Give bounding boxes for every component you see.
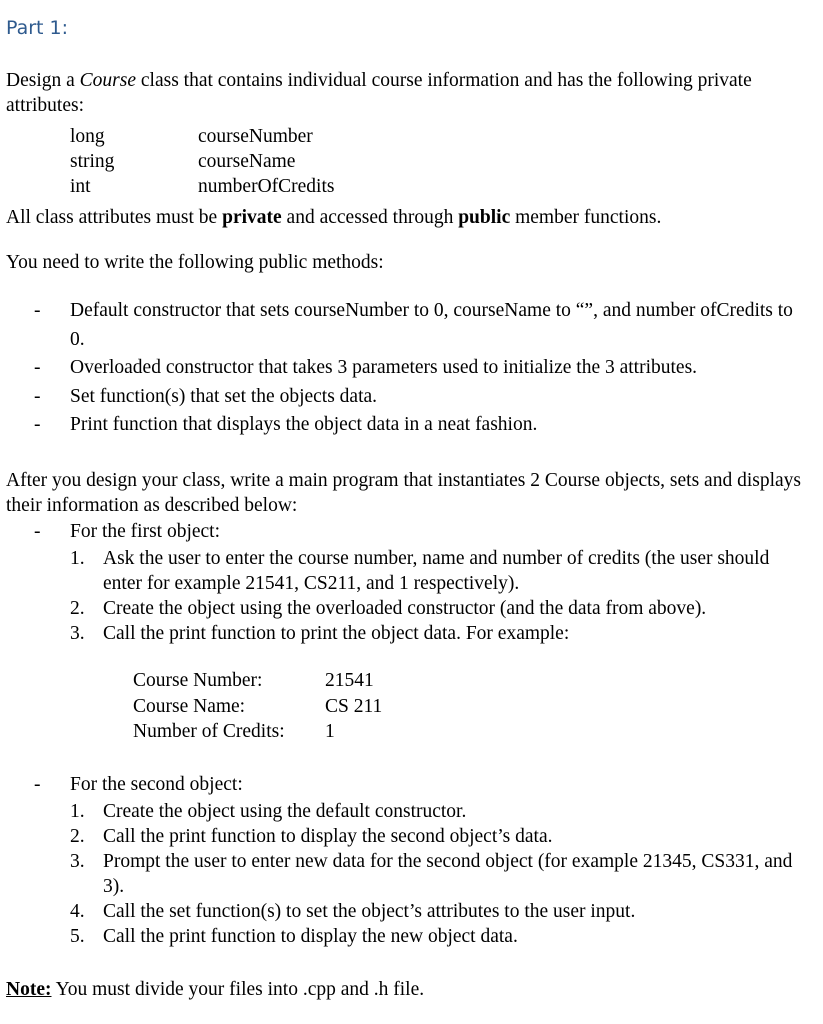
step-number: 1. <box>70 548 85 569</box>
step-item <box>70 849 816 899</box>
methods-intro: You need to write the following public methods: <box>6 252 384 273</box>
method-item <box>6 383 816 412</box>
step-text: Call the print function to display the second object’s data. <box>103 826 553 847</box>
example-output <box>133 668 816 745</box>
method-text: Default constructor that sets courseNumber to 0, courseName to “”, and number ofCredits to 0. <box>70 300 793 350</box>
attribute-type: int <box>70 176 91 197</box>
second-object-section <box>6 771 816 950</box>
bullet-dash: - <box>34 773 41 795</box>
bullet-dash: - <box>34 300 41 321</box>
step-item <box>70 799 816 824</box>
access-text: member functions. <box>510 207 662 228</box>
access-public-keyword: public <box>458 207 511 228</box>
attribute-name: courseName <box>198 151 296 172</box>
step-number: 2. <box>70 826 85 847</box>
step-item <box>70 924 816 949</box>
intro-text-after: class that contains individual course information and has the following private attributes: <box>6 70 752 116</box>
access-text: and accessed through <box>281 207 459 228</box>
intro-text-before: Design a <box>6 70 80 91</box>
access-paragraph <box>6 205 816 230</box>
step-item <box>70 621 816 646</box>
first-object-section <box>6 518 816 745</box>
step-text: Create the object using the overloaded constructor (and the data from above). <box>103 598 707 619</box>
step-text: Create the object using the default constructor. <box>103 801 467 822</box>
attribute-row <box>70 174 816 199</box>
method-text: Set function(s) that set the objects data. <box>70 385 378 407</box>
method-text: Overloaded constructor that takes 3 parameters used to initialize the 3 attributes. <box>70 357 698 378</box>
example-label: Course Name: <box>133 695 246 717</box>
step-text: Ask the user to enter the course number, name and number of credits (the user should enter for example 21541, CS211, and 1 respectively). <box>103 548 770 594</box>
step-text: Call the set function(s) to set the object’s attributes to the user input. <box>103 901 636 922</box>
attribute-type: string <box>70 151 115 172</box>
intro-class-name: Course <box>79 70 136 91</box>
step-number: 4. <box>70 901 85 922</box>
step-text: Call the print function to print the object data. For example: <box>103 623 570 644</box>
bullet-dash: - <box>34 357 41 378</box>
step-item <box>70 546 816 596</box>
step-number: 5. <box>70 926 85 947</box>
first-object-item <box>6 518 816 547</box>
second-object-item <box>6 771 816 800</box>
access-text: All class attributes must be <box>6 207 223 228</box>
step-item <box>70 596 816 621</box>
step-text: Prompt the user to enter new data for the second object (for example 21345, CS331, and 3). <box>103 851 793 897</box>
example-row <box>133 719 816 745</box>
step-text: Call the print function to display the new object data. <box>103 926 518 947</box>
method-text: Print function that displays the object data in a neat fashion. <box>70 414 538 435</box>
example-value: CS 211 <box>325 695 383 717</box>
attribute-row <box>70 149 816 174</box>
methods-list <box>6 297 816 440</box>
example-value: 21541 <box>325 670 374 691</box>
first-object-label: For the first object: <box>70 520 221 542</box>
example-label: Number of Credits: <box>133 721 285 742</box>
example-label: Course Number: <box>133 670 263 691</box>
attribute-row <box>70 124 816 149</box>
attribute-name: courseNumber <box>198 126 313 147</box>
note-text: You must divide your files into .cpp and .h file. <box>51 979 425 1000</box>
step-number: 3. <box>70 623 85 644</box>
intro-paragraph <box>6 68 816 118</box>
bullet-dash: - <box>34 414 41 435</box>
example-value: 1 <box>325 721 335 742</box>
step-number: 3. <box>70 851 85 872</box>
section-heading: Part 1: <box>6 17 69 39</box>
example-row <box>133 694 816 720</box>
attribute-type: long <box>70 126 105 147</box>
note-paragraph <box>6 977 816 1002</box>
main-program-intro: After you design your class, write a main program that instantiates 2 Course objects, sets and displays their information as described below: <box>6 469 801 516</box>
example-row <box>133 668 816 694</box>
access-private-keyword: private <box>222 207 282 228</box>
bullet-dash: - <box>34 385 41 407</box>
second-object-steps <box>70 799 816 949</box>
first-object-steps <box>70 546 816 646</box>
method-item <box>6 411 816 440</box>
attribute-name: numberOfCredits <box>198 176 335 197</box>
document-page <box>6 0 816 1002</box>
second-object-label: For the second object: <box>70 773 243 795</box>
step-number: 1. <box>70 801 85 822</box>
step-item <box>70 824 816 849</box>
method-item <box>6 297 816 354</box>
step-item <box>70 899 816 924</box>
method-item <box>6 354 816 383</box>
attribute-list <box>70 124 816 199</box>
step-number: 2. <box>70 598 85 619</box>
note-label: Note: <box>6 979 52 1000</box>
bullet-dash: - <box>34 520 41 542</box>
